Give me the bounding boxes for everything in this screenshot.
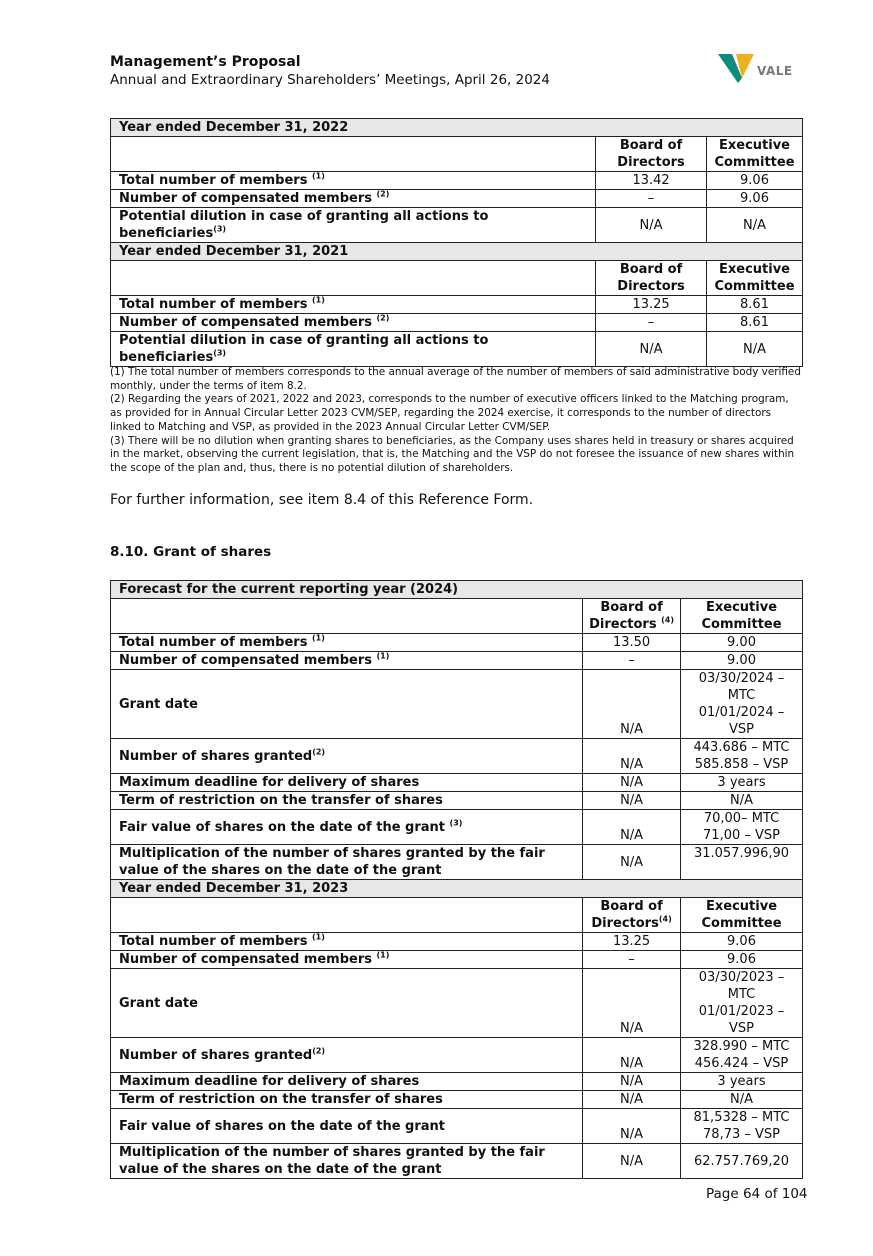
- logo-text: VALE: [757, 64, 793, 78]
- col-header-board: Board of Directors $^{(4)}$: [583, 599, 681, 634]
- row-label: Maximum deadline for delivery of shares: [111, 1073, 583, 1091]
- exec-value: 3 years: [681, 774, 803, 792]
- exec-value: N/A: [681, 792, 803, 810]
- table-row: Fair value of shares on the date of the grant $^{(3)}$ N/A 70,00– MTC 71,00 – VSP: [111, 810, 803, 845]
- footnote-ref: (1): [311, 295, 325, 305]
- table-row: [111, 1109, 803, 1144]
- board-value: N/A: [583, 1091, 681, 1109]
- col-header-exec: Executive Committee: [707, 261, 803, 296]
- board-value: N/A: [583, 969, 681, 1038]
- row-label: Multiplication of the number of shares granted by the fair value of the shares on the date of the grant: [111, 1144, 583, 1179]
- col-header-exec: Executive Committee: [707, 137, 803, 172]
- footnote-ref: (2): [376, 313, 390, 323]
- table-2024-forecast: [110, 580, 803, 880]
- row-label: Total number of members: [119, 173, 308, 188]
- exec-value: 03/30/2023 – MTC 01/01/2023 – VSP: [681, 969, 803, 1038]
- exec-value: N/A: [681, 1091, 803, 1109]
- row-label: Potential dilution in case of granting all actions to beneficiaries: [119, 209, 489, 241]
- board-value: N/A: [583, 845, 681, 880]
- row-label: Grant date: [111, 969, 583, 1038]
- board-value: N/A: [583, 1038, 681, 1073]
- row-label: Number of shares granted: [119, 748, 313, 764]
- exec-value: 328.990 – MTC 456.424 – VSP: [681, 1038, 803, 1073]
- board-value: N/A: [583, 1073, 681, 1091]
- row-label: Number of shares granted: [119, 1047, 313, 1063]
- row-label: Multiplication of the number of shares granted by the fair value of the shares on the date of the grant: [111, 845, 583, 880]
- row-label: Term of restriction on the transfer of shares: [111, 792, 583, 810]
- board-value: N/A: [583, 670, 681, 739]
- table-row: [111, 845, 803, 880]
- col-header-exec: Executive Committee: [681, 599, 803, 634]
- table-heading: Year ended December 31, 2022: [111, 119, 803, 137]
- table-row: [111, 332, 803, 367]
- row-label: Fair value of shares on the date of the grant: [119, 819, 445, 835]
- exec-value: 8.61: [707, 296, 803, 314]
- table-2023: [110, 879, 803, 1179]
- col-header-exec: Executive Committee: [681, 898, 803, 933]
- row-label: Number of compensated members: [119, 315, 372, 330]
- footnote-1: (1) The total number of members corresponds to the annual average of the number of members of said administrative body verified monthly, under the terms of item 8.2.: [110, 366, 801, 392]
- exec-value: 443.686 – MTC 585.858 – VSP: [681, 739, 803, 774]
- board-value: –: [596, 314, 707, 332]
- board-value: 13.50: [583, 634, 681, 652]
- row-label: Maximum deadline for delivery of shares: [111, 774, 583, 792]
- exec-value: N/A: [707, 332, 803, 367]
- table-heading: Forecast for the current reporting year (2024): [111, 581, 803, 599]
- footnote-ref: (2): [376, 189, 390, 199]
- table-row: Total number of members $^{(1)}$ 13.50 9.00: [111, 634, 803, 652]
- table-row: [111, 314, 803, 332]
- col-header-board: Board of Directors: [596, 137, 707, 172]
- document-title: Management’s Proposal: [110, 54, 301, 70]
- table-row: [111, 1073, 803, 1091]
- table-row: [111, 1091, 803, 1109]
- table-row: [111, 1144, 803, 1179]
- exec-value: 9.06: [681, 933, 803, 951]
- table-row: [111, 670, 803, 739]
- row-label: Fair value of shares on the date of the grant: [111, 1109, 583, 1144]
- table-row: [111, 208, 803, 243]
- board-value: N/A: [583, 792, 681, 810]
- table-2021: [110, 242, 803, 367]
- table-row: Number of shares granted$^{(2)}$ N/A 443.686 – MTC 585.858 – VSP: [111, 739, 803, 774]
- table-heading: Year ended December 31, 2023: [111, 880, 803, 898]
- row-label: Potential dilution in case of granting all actions to beneficiaries: [119, 333, 489, 365]
- exec-value: 03/30/2024 – MTC 01/01/2024 – VSP: [681, 670, 803, 739]
- footnote-3: (3) There will be no dilution when granting shares to beneficiaries, as the Company uses shares held in treasury or shares acquired in the market, observing the current legislation, that is, the Matching and the VSP do not foresee the issuance of new shares within the scope of the plan and, thus, there is no potential dilution of shareholders.: [110, 434, 795, 474]
- section-heading: 8.10. Grant of shares: [110, 544, 272, 560]
- footnote-ref: (3): [213, 348, 227, 358]
- footnote-2: (2) Regarding the years of 2021, 2022 and 2023, corresponds to the number of executive officers linked to the Matching program, as provided for in Annual Circular Letter 2023 CVM/SEP, regarding the 2024 exercise, it corresponds to the number of directors linked to Matching and VSP, as provided in the 2023 Annual Circular Letter CVM/SEP.: [110, 393, 789, 433]
- further-info-text: For further information, see item 8.4 of this Reference Form.: [110, 492, 534, 508]
- exec-value: 9.06: [681, 951, 803, 969]
- row-label: Grant date: [111, 670, 583, 739]
- col-header-board: Board of Directors: [596, 261, 707, 296]
- exec-value: 62.757.769,20: [681, 1144, 803, 1179]
- board-value: 13.25: [583, 933, 681, 951]
- exec-value: 9.00: [681, 652, 803, 670]
- table-row: Number of compensated members $^{(1)}$ – 9.06: [111, 951, 803, 969]
- table-2022: [110, 118, 803, 243]
- board-value: N/A: [596, 208, 707, 243]
- table-row: [111, 792, 803, 810]
- col-header-board: Board of Directors$^{(4)}$: [583, 898, 681, 933]
- table-row: [111, 190, 803, 208]
- exec-value: 9.00: [681, 634, 803, 652]
- table-row: [111, 774, 803, 792]
- table-heading: Year ended December 31, 2021: [111, 243, 803, 261]
- row-label: Number of compensated members: [119, 191, 372, 206]
- row-label: Total number of members: [119, 934, 308, 949]
- exec-value: N/A: [707, 208, 803, 243]
- board-value: N/A: [583, 810, 681, 845]
- row-label: Total number of members: [119, 297, 308, 312]
- board-value: N/A: [583, 774, 681, 792]
- board-value: N/A: [596, 332, 707, 367]
- row-label: Number of compensated members: [119, 952, 372, 967]
- board-value: –: [583, 951, 681, 969]
- board-value: N/A: [583, 739, 681, 774]
- document-subtitle: Annual and Extraordinary Shareholders’ Meetings, April 26, 2024: [110, 72, 550, 88]
- board-value: 13.42: [596, 172, 707, 190]
- footnote-ref: (3): [213, 224, 227, 234]
- exec-value: 70,00– MTC 71,00 – VSP: [681, 810, 803, 845]
- board-value: 13.25: [596, 296, 707, 314]
- table-row: [111, 969, 803, 1038]
- table-row: Number of shares granted$^{(2)}$ N/A 328.990 – MTC 456.424 – VSP: [111, 1038, 803, 1073]
- exec-value: 31.057.996,90: [681, 845, 803, 880]
- row-label: Term of restriction on the transfer of shares: [111, 1091, 583, 1109]
- board-value: N/A: [583, 1144, 681, 1179]
- table-row: [111, 296, 803, 314]
- board-value: N/A: [583, 1109, 681, 1144]
- board-value: –: [596, 190, 707, 208]
- exec-value: 9.06: [707, 190, 803, 208]
- footnotes: [110, 366, 803, 476]
- table-row: Total number of members $^{(1)}$ 13.25 9.06: [111, 933, 803, 951]
- row-label: Number of compensated members: [119, 653, 372, 668]
- board-value: –: [583, 652, 681, 670]
- exec-value: 81,5328 – MTC 78,73 – VSP: [681, 1109, 803, 1144]
- table-row: Number of compensated members $^{(1)}$ – 9.00: [111, 652, 803, 670]
- row-label: Total number of members: [119, 635, 308, 650]
- page-number: Page 64 of 104: [706, 1186, 808, 1202]
- footnote-ref: (1): [311, 171, 325, 181]
- exec-value: 9.06: [707, 172, 803, 190]
- exec-value: 8.61: [707, 314, 803, 332]
- exec-value: 3 years: [681, 1073, 803, 1091]
- table-row: [111, 172, 803, 190]
